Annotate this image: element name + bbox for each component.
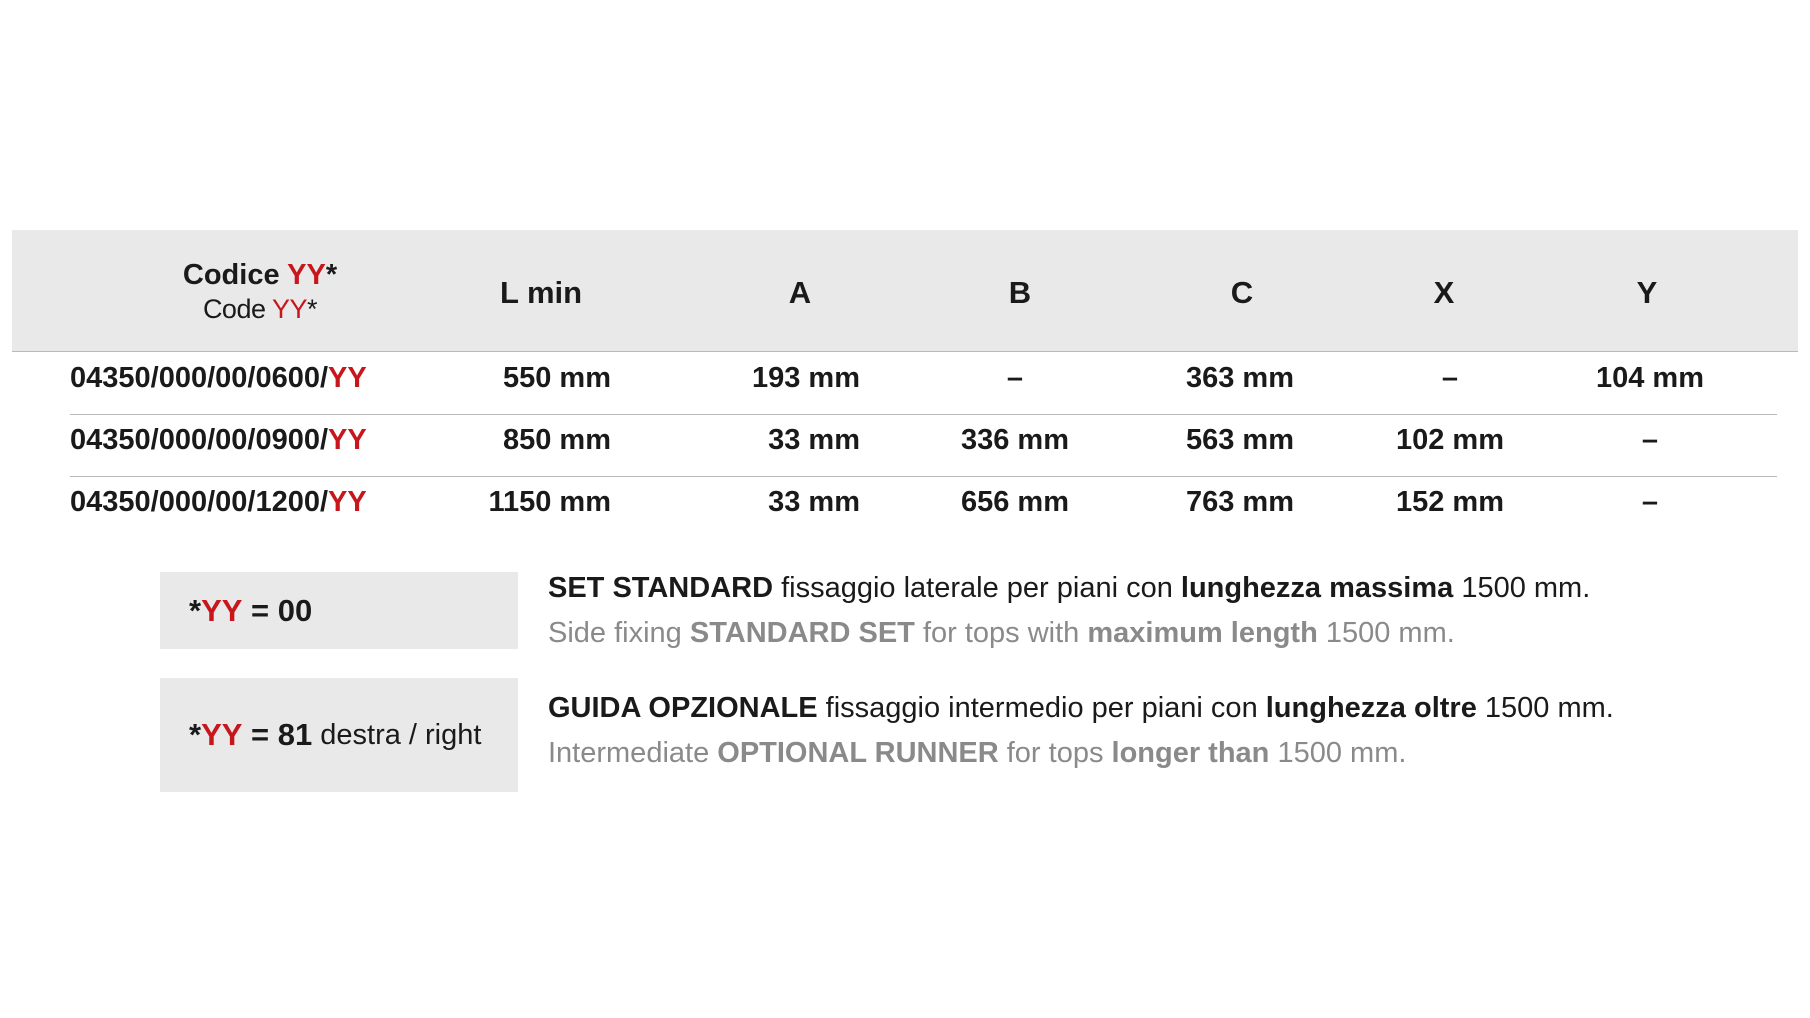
note-text: fissaggio laterale per piani con <box>773 572 1181 604</box>
legend-star: * <box>189 717 202 752</box>
table-row-code <box>70 362 367 395</box>
legend-eq: = 00 <box>242 592 313 628</box>
table-cell-c: 363 mm <box>1185 362 1294 394</box>
legend-note-81 <box>548 692 1614 770</box>
table-cell-y: – <box>1641 424 1659 456</box>
note-text: 1500 mm. <box>1317 617 1455 649</box>
note-text: for tops with <box>914 617 1088 649</box>
note-bold: SET STANDARD <box>548 572 774 604</box>
table-cell-a: 33 mm <box>768 424 860 456</box>
code-number: 04350/000/00/0600/ <box>70 362 329 394</box>
code-yy: YY <box>328 486 367 518</box>
row-divider <box>70 414 1777 415</box>
header-code-yy: YY <box>287 259 326 291</box>
header-code-it: Codice <box>182 259 280 291</box>
header-code-en-star: * <box>307 294 318 324</box>
table-cell-x: 152 mm <box>1395 486 1504 518</box>
table-cell-c: 763 mm <box>1185 486 1294 518</box>
legend-yy: YY <box>201 592 243 628</box>
code-number: 04350/000/00/1200/ <box>70 486 329 518</box>
note-text: Side fixing <box>548 617 690 649</box>
legend-key-00 <box>160 572 518 649</box>
header-c: C <box>1230 275 1254 310</box>
note-bold: GUIDA OPZIONALE <box>548 692 818 724</box>
note-text: 1500 mm. <box>1476 692 1614 724</box>
note-bold: longer than <box>1111 737 1270 769</box>
code-yy: YY <box>328 362 367 394</box>
note-bold: lunghezza massima <box>1180 572 1454 604</box>
table-row-code <box>70 424 367 457</box>
header-code-en: Code <box>202 294 266 324</box>
table-cell-b: – <box>1006 362 1024 394</box>
table-cell-lmin: 1150 mm <box>488 486 611 518</box>
table-cell-lmin: 550 mm <box>502 362 611 394</box>
code-yy: YY <box>328 424 367 456</box>
note-text: fissaggio intermedio per piani con <box>817 692 1266 724</box>
note-text: Intermediate <box>548 737 718 769</box>
note-bold: lunghezza oltre <box>1265 692 1477 724</box>
legend-eq: = 81 <box>242 717 313 752</box>
header-b: B <box>1008 275 1032 310</box>
row-divider <box>70 476 1777 477</box>
header-lmin: L min <box>500 275 583 310</box>
table-cell-b: 336 mm <box>960 424 1069 456</box>
note-text: for tops <box>998 737 1112 769</box>
table-cell-x: – <box>1441 362 1459 394</box>
note-text: 1500 mm. <box>1269 737 1407 769</box>
header-y: Y <box>1636 275 1658 310</box>
table-cell-lmin: 850 mm <box>502 424 611 456</box>
legend-star: * <box>189 592 202 628</box>
header-a: A <box>788 275 812 310</box>
header-code-star: * <box>325 259 338 291</box>
header-x: X <box>1433 275 1455 310</box>
legend-note-00 <box>548 572 1590 650</box>
note-bold: OPTIONAL RUNNER <box>717 737 999 769</box>
legend-yy: YY <box>201 717 243 752</box>
code-number: 04350/000/00/0900/ <box>70 424 329 456</box>
table-cell-x: 102 mm <box>1395 424 1504 456</box>
table-cell-a: 33 mm <box>768 486 860 518</box>
header-code-en-yy: YY <box>272 294 308 324</box>
table-row-code <box>70 486 367 519</box>
table-cell-b: 656 mm <box>960 486 1069 518</box>
note-bold: STANDARD SET <box>689 617 915 649</box>
table-cell-a: 193 mm <box>751 362 860 394</box>
table-cell-y: – <box>1641 486 1659 518</box>
note-text: 1500 mm. <box>1453 572 1591 604</box>
table-cell-y: 104 mm <box>1595 362 1704 394</box>
table-cell-c: 563 mm <box>1185 424 1294 456</box>
legend-extra: destra / right <box>320 718 482 751</box>
header-code <box>140 259 380 325</box>
note-bold: maximum length <box>1087 617 1318 649</box>
legend-key-81 <box>160 678 518 792</box>
